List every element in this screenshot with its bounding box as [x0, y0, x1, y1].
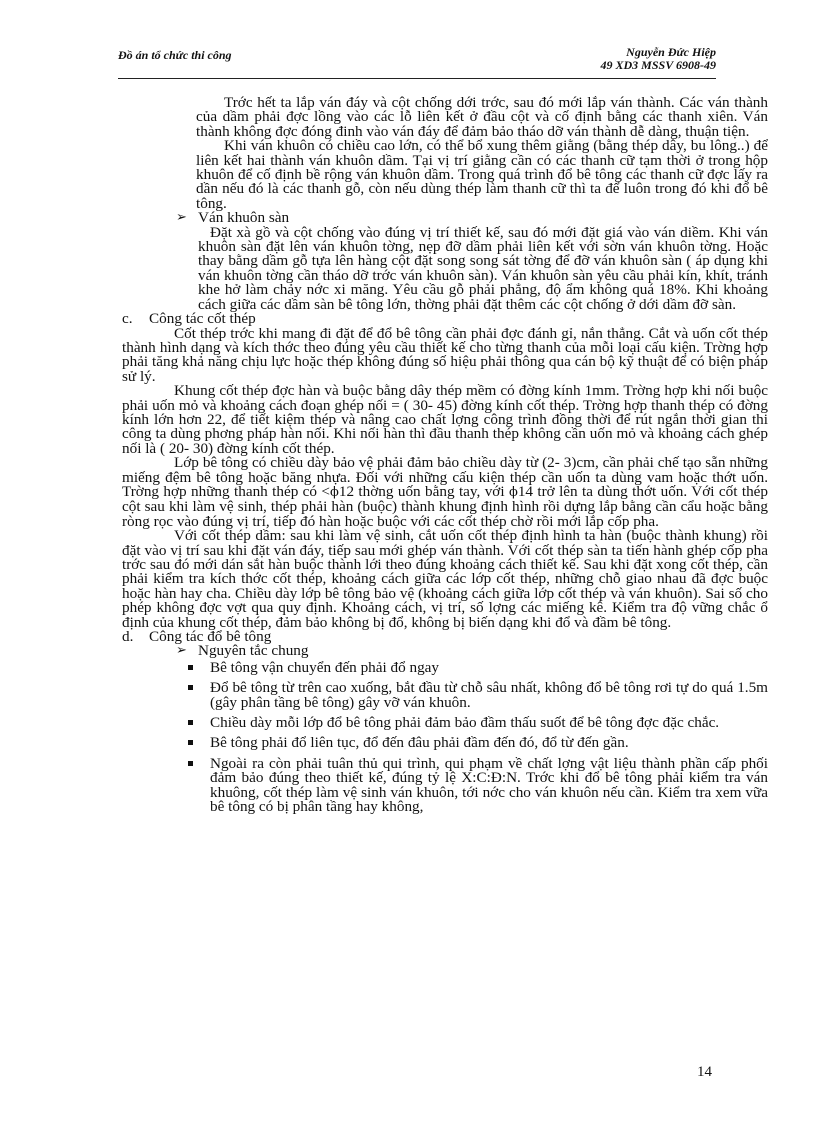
list-item: Bê tông vận chuyển đến phải đổ ngay: [122, 661, 768, 675]
section-d-letter: d.: [122, 628, 134, 646]
list-item: Bê tông phải đổ liên tục, đổ đến đâu phải đầm đến đó, đổ từ đến gần.: [122, 736, 768, 750]
square-bullet-icon: [188, 740, 193, 745]
paragraph-beam-rebar: Với cốt thép dầm: sau khi làm vệ sinh, cắt uốn cốt thép định hình ta hàn (buộc thành khung) rồi đặt vào vị trí sau khi đặt ván đáy, tiếp sau mới ghép ván thành. Với cốt thép sàn ta tiến hành ghép cốp pha trớc sau đó mới dán sắt hàn buộc thành lới theo đúng khoảng cách thiết kế. Sau khi đặt xong cốt thép, cần phải kiểm tra kích thớc cốt thép, khoảng cách giữa các lớp cốt thép, những chỗ giao nhau đã đợc buộc hoặc hàn hay cha. Chiều dày lớp bê tông bảo vệ (khoảng cách giữa lớp cốt thép và ván khuôn). Sai số cho phép không đợc vợt qua quy định. Khoảng cách, vị trí, số lợng các miếng kê. Kiểm tra độ vững chắc ổ định của khung cốt thép, đảm bảo không bị đổ, không bị biến dạng khi đổ và đầm bê tông.: [122, 527, 768, 631]
header-author-id: 49 XD3 MSSV 6908-49: [600, 58, 716, 72]
paragraph-formwork-bracing: Khi ván khuôn có chiều cao lớn, có thể bổ xung thêm giằng (bằng thép dây, bu lông..) để liên kết hai thành ván khuôn dầm. Tại vị trí giằng cần có các thanh cữ tạm thời ở trong hộp khuôn để cố định bề rộng ván khuôn dầm. Trong quá trình đổ bê tông các thanh cữ đợc lấy ra dần nếu đó là các thanh gỗ, còn nếu dùng thép làm thanh cữ thì ta để luôn trong đó khi đổ bê tông.: [196, 137, 768, 212]
header-divider: [118, 78, 716, 79]
subheading-slab-formwork: [122, 211, 768, 225]
list-item: Ngoài ra còn phải tuân thủ qui trình, qui phạm về chất lợng vật liệu thành phần cấp phối đảm bảo đúng theo thiết kế, đúng tỷ lệ X:C:Đ:N. Trớc khi đổ bê tông phải kiểm tra ván khuông, cốt thép làm vệ sinh ván khuôn, tới nớc cho ván khuôn nếu cần. Kiểm tra xem vữa bê tông có bị phân tầng hay không,: [122, 757, 768, 815]
header-right-block: [601, 46, 716, 72]
phi-symbol: ϕ: [329, 484, 339, 500]
arrow-bullet-icon: ➢: [176, 210, 187, 226]
square-bullet-icon: [188, 685, 193, 690]
paragraph-rebar-prep: Cốt thép trớc khi mang đi đặt để đổ bê tông cần phải đợc đánh gỉ, nắn thẳng. Cắt và uốn cốt thép thành hình dạng và kích thớc theo đúng yêu cầu thiết kế cho từng thanh của mỗi loại cấu kiện. Trờng hợp phải tăng khả năng chịu lực hoặc thép không đúng số hiệu phải thông qua cán bộ kỹ thuật để có biện pháp sử lý.: [122, 324, 768, 385]
paragraph-slab-formwork: Đặt xà gồ và cột chống vào đúng vị trí thiết kế, sau đó mới đặt giá vào ván diềm. Khi ván khuôn sàn đặt lên ván khuôn tờng, nẹp đỡ dầm phải liên kết với sờn ván khuôn tờng. Hoặc thay bằng dầm gỗ tựa lên hàng cột đặt song song sát tờng để đỡ ván khuôn sàn ( áp dụng khi ván khuôn tờng cần tháo dỡ trớc ván khuôn sàn). Ván khuôn sàn yêu cầu phải kín, khít, tránh khe hở làm chảy nớc xi măng. Yêu cầu gỗ phải phẳng, độ ẩm không quá 18%. Khi khoảng cách giữa các dầm sàn bê tông lớn, thờng phải đặt thêm các cột chống ở dới dầm đỡ sàn.: [198, 223, 768, 313]
arrow-bullet-icon: ➢: [176, 643, 187, 659]
subheading-slab-formwork-text: Ván khuôn sàn: [198, 209, 290, 227]
square-bullet-icon: [188, 720, 193, 725]
header-left-title: Đồ án tổ chức thi công: [118, 48, 232, 62]
section-d-title: Công tác đổ bê tông: [149, 628, 272, 646]
paragraph-rebar-joining: Khung cốt thép đợc hàn và buộc bằng dây thép mềm có đờng kính 1mm. Trờng hợp khi nối buộc phải uốn mỏ và khoảng cách đoạn ghép nối = ( 30- 45) đờng kính cốt thép. Trờng hợp thanh thép có đờng kính lớn hơn 22, để tiết kiệm thép và nâng cao chất lợng công trình đồng thời để rút ngắn thời gian thi công ta dùng phơng pháp hàn nối. Khi nối hàn thì đầu thanh thép không cần uốn mỏ và khoảng cách ghép nối là ( 20- 30) đờng kính cốt thép.: [122, 382, 768, 457]
section-c-letter: c.: [122, 310, 133, 328]
paragraph-beam-formwork: Trớc hết ta lắp ván đáy và cột chống dới trớc, sau đó mới lắp ván thành. Các ván thành của dầm phải đợc lồng vào các lỗ liên kết ở đầu cột và cố định bằng các thanh xiên. Ván thành không đợc đóng đinh vào ván đáy để đảm bảo tháo dỡ ván thành dễ dàng, thuận tiện.: [196, 94, 768, 140]
square-bullet-icon: [188, 665, 193, 670]
principles-list: [122, 658, 768, 816]
subheading-general-principles: [122, 644, 768, 658]
list-item: Đổ bê tông từ trên cao xuống, bắt đầu từ chỗ sâu nhất, không đổ bê tông rơi tự do quá 1.5m (gây phân tầng bê tông) gây vỡ ván khuôn.: [122, 681, 768, 710]
paragraph-rebar-cover: Lớp bê tông có chiều dày bảo vệ phải đảm bảo chiều dày từ (2- 3)cm, cần phải chế tạo sẵn những miếng đệm bê tông hoặc băng nhựa. Đối với những cấu kiện thép cần uốn ta dùng vam hoặc thớt uốn. Trờng hợp những thanh thép có <ϕ12 thờng uốn bằng tay, với ϕ14 trở lên ta dùng thớt uốn. Với cốt thép cột sau khi làm vệ sinh, thép phải hàn (buộc) thành khung định hình rồi dựng lắp bằng cần cẩu hoặc bằng ròng rọc vào đúng vị trí, tiếp đó hàn hoặc buộc với các cốt thép chờ rồi mới lắp cốp pha.: [122, 454, 768, 530]
header-author-name: Nguyễn Đức Hiệp: [626, 45, 716, 59]
section-c-title: Công tác cốt thép: [149, 310, 256, 328]
subheading-general-principles-text: Nguyên tắc chung: [198, 642, 309, 660]
page-number: 14: [697, 1064, 712, 1080]
list-item: Chiều dày mỗi lớp đổ bê tông phải đảm bảo đầm thấu suốt để bê tông đợc đặc chắc.: [122, 716, 768, 730]
square-bullet-icon: [188, 761, 193, 766]
document-body: [122, 96, 768, 815]
phi-symbol: ϕ: [508, 484, 518, 500]
